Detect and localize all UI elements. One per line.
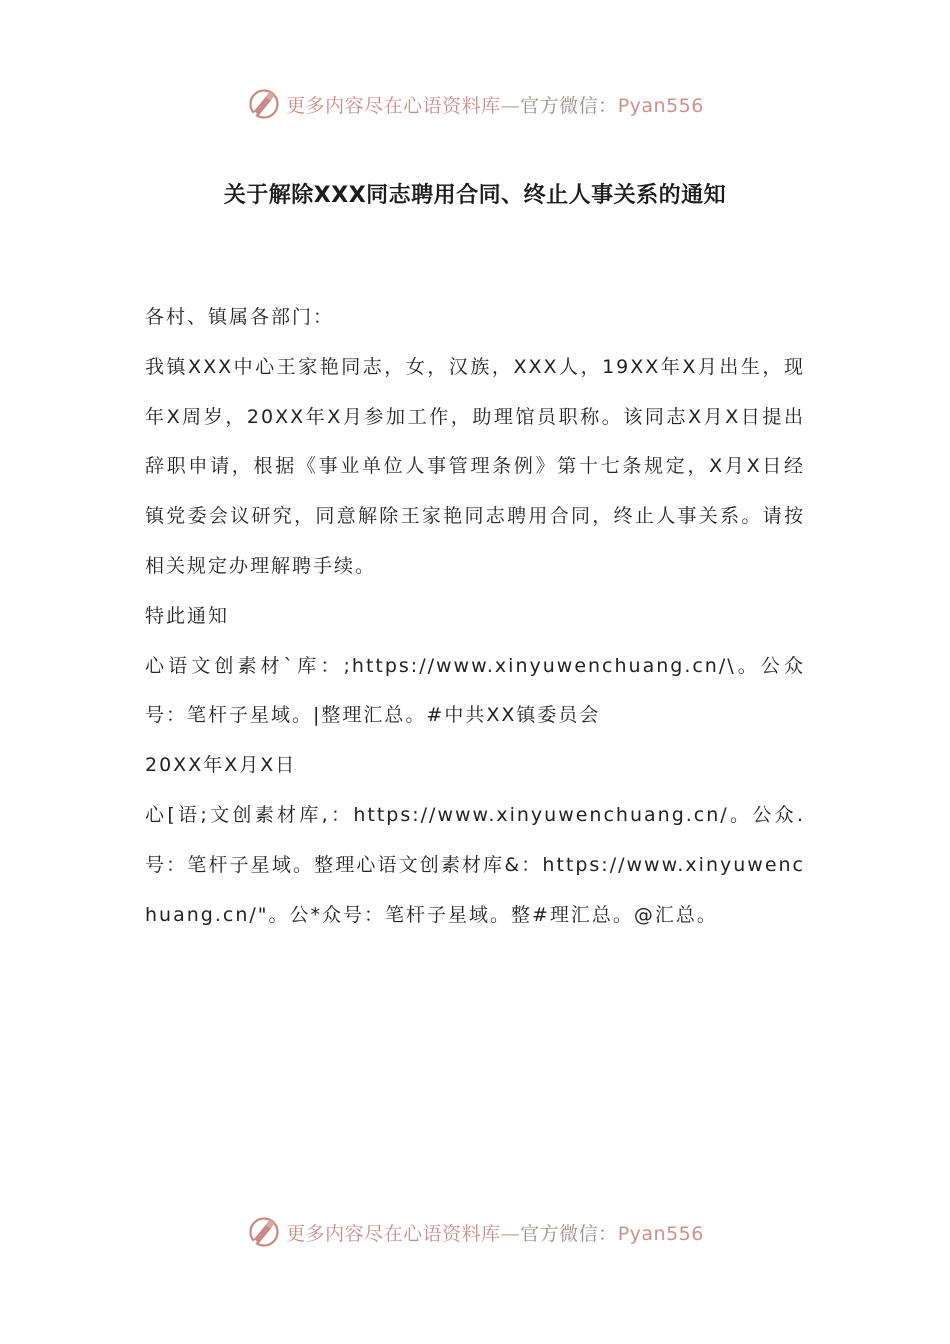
watermark-banner-bottom xyxy=(0,1210,950,1254)
notice-closing: 特此通知 xyxy=(145,604,230,627)
source-note-issuer: 心语文创素材`库：;https://www.xinyuwenchuang.cn/\。公众号：笔杆子星域。|整理汇总。#中共XX镇委员会 xyxy=(145,654,805,727)
body-paragraph: 我镇XXX中心王家艳同志，女，汉族，XXX人，19XX年X月出生，现年X周岁，20XX年X月参加工作，助理馆员职称。该同志X月X日提出辞职申请，根据《事业单位人事管理条例》第十七条规定，X月X日经镇党委会议研究，同意解除王家艳同志聘用合同，终止人事关系。请按相关规定办理解聘手续。 xyxy=(145,355,805,577)
document-title: 关于解除XXX同志聘用合同、终止人事关系的通知 xyxy=(223,183,727,208)
watermark-text: 更多内容尽在心语资料库—官方微信：Pyan556 xyxy=(286,1222,704,1245)
watermark-banner-top xyxy=(0,82,950,126)
document-date: 20XX年X月X日 xyxy=(145,754,297,777)
source-note: 心[语;文创素材库,：https://www.xinyuwenchuang.cn/。公众.号：笔杆子星域。整理心语文创素材库&：https://www.xinyuwenchuang.cn/"。公*众号：笔杆子星域。整#理汇总。@汇总。 xyxy=(145,803,805,926)
document-body xyxy=(145,293,805,940)
salutation: 各村、镇属各部门： xyxy=(145,306,335,328)
watermark-text: 更多内容尽在心语资料库—官方微信：Pyan556 xyxy=(286,94,704,117)
pen-logo-icon xyxy=(246,86,282,122)
pen-logo-icon xyxy=(246,1214,282,1250)
